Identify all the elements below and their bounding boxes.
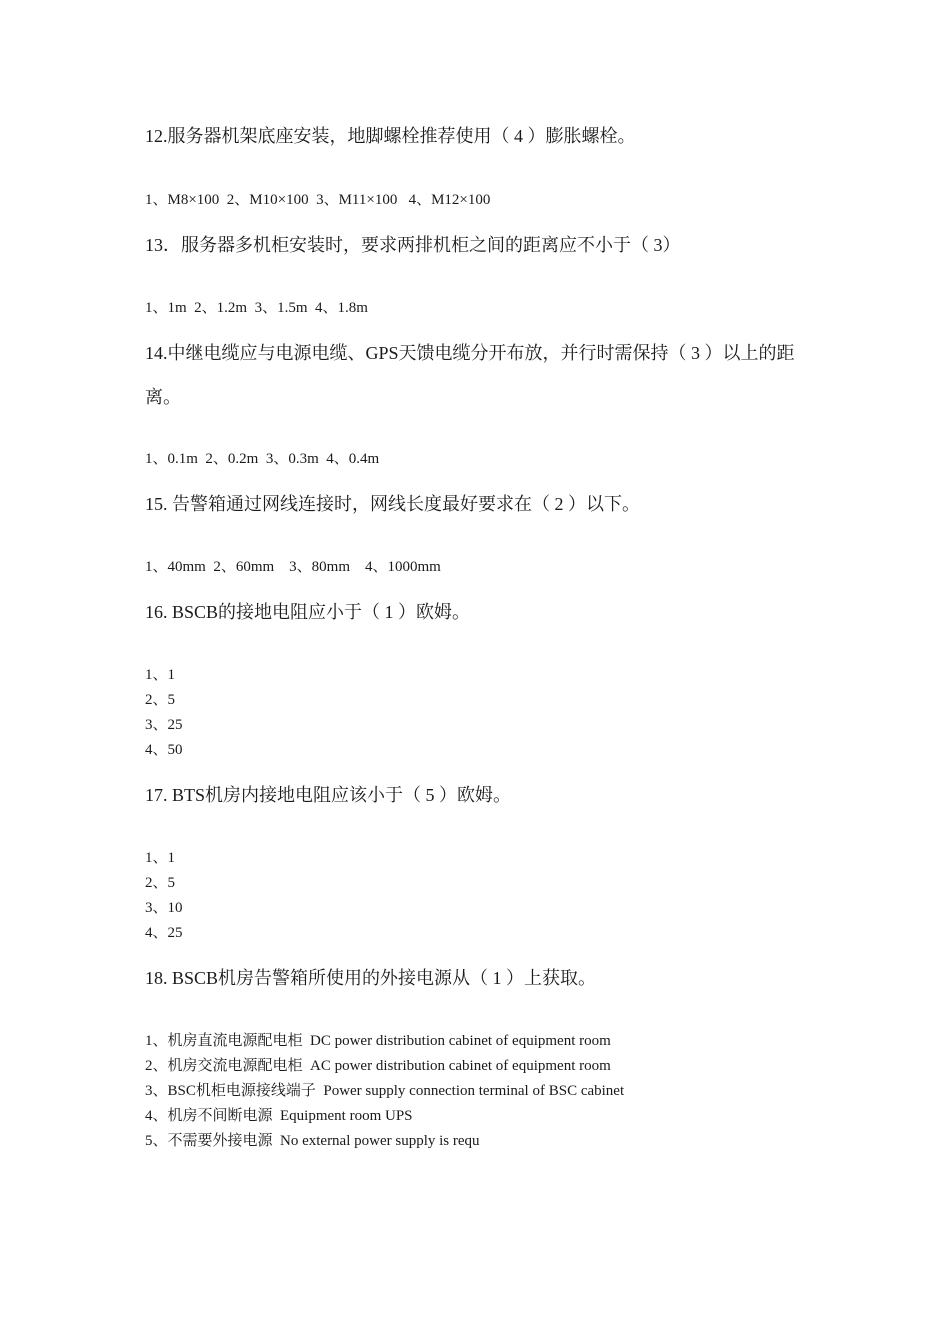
question-13: 13．服务器多机柜安装时，要求两排机柜之间的距离应不小于（ 3） (145, 235, 681, 255)
question-15-options: 1、40mm 2、60mm 3、80mm 4、1000mm (145, 559, 441, 575)
question-17-option-4: 4、25 (145, 925, 183, 941)
question-16-option-4: 4、50 (145, 742, 183, 758)
question-18-option-3: 3、BSC机柜电源接线端子 Power supply connection terminal of BSC cabinet (145, 1083, 625, 1099)
question-16-option-2: 2、5 (145, 692, 176, 708)
question-16: 16. BSCB的接地电阻应小于（ 1 ）欧姆。 (145, 602, 471, 622)
question-12: 12.服务器机架底座安装，地脚螺栓推荐使用（ 4 ）膨胀螺栓。 (145, 126, 636, 146)
question-18-option-5: 5、不需要外接电源 No external power supply is requ (145, 1133, 480, 1149)
question-17: 17. BTS机房内接地电阻应该小于（ 5 ）欧姆。 (145, 785, 512, 805)
question-16-option-3: 3、25 (145, 717, 183, 733)
question-12-options: 1、M8×100 2、M10×100 3、M11×100 4、M12×100 (145, 192, 491, 208)
question-17-option-2: 2、5 (145, 875, 176, 891)
question-13-options: 1、1m 2、1.2m 3、1.5m 4、1.8m (145, 300, 368, 316)
question-18-option-1: 1、机房直流电源配电柜 DC power distribution cabinet of equipment room (145, 1033, 611, 1049)
question-17-option-3: 3、10 (145, 900, 183, 916)
question-15: 15. 告警箱通过网线连接时，网线长度最好要求在（ 2 ）以下。 (145, 494, 640, 514)
question-17-option-1: 1、1 (145, 850, 176, 866)
question-14: 14.中继电缆应与电源电缆、GPS天馈电缆分开布放，并行时需保持（ 3 ）以上的距离。 (145, 343, 795, 407)
question-18: 18. BSCB机房告警箱所使用的外接电源从（ 1 ）上获取。 (145, 968, 597, 988)
question-16-option-1: 1、1 (145, 667, 176, 683)
question-18-option-2: 2、机房交流电源配电柜 AC power distribution cabinet of equipment room (145, 1058, 611, 1074)
question-14-options: 1、0.1m 2、0.2m 3、0.3m 4、0.4m (145, 451, 380, 467)
question-18-option-4: 4、机房不间断电源 Equipment room UPS (145, 1108, 413, 1124)
